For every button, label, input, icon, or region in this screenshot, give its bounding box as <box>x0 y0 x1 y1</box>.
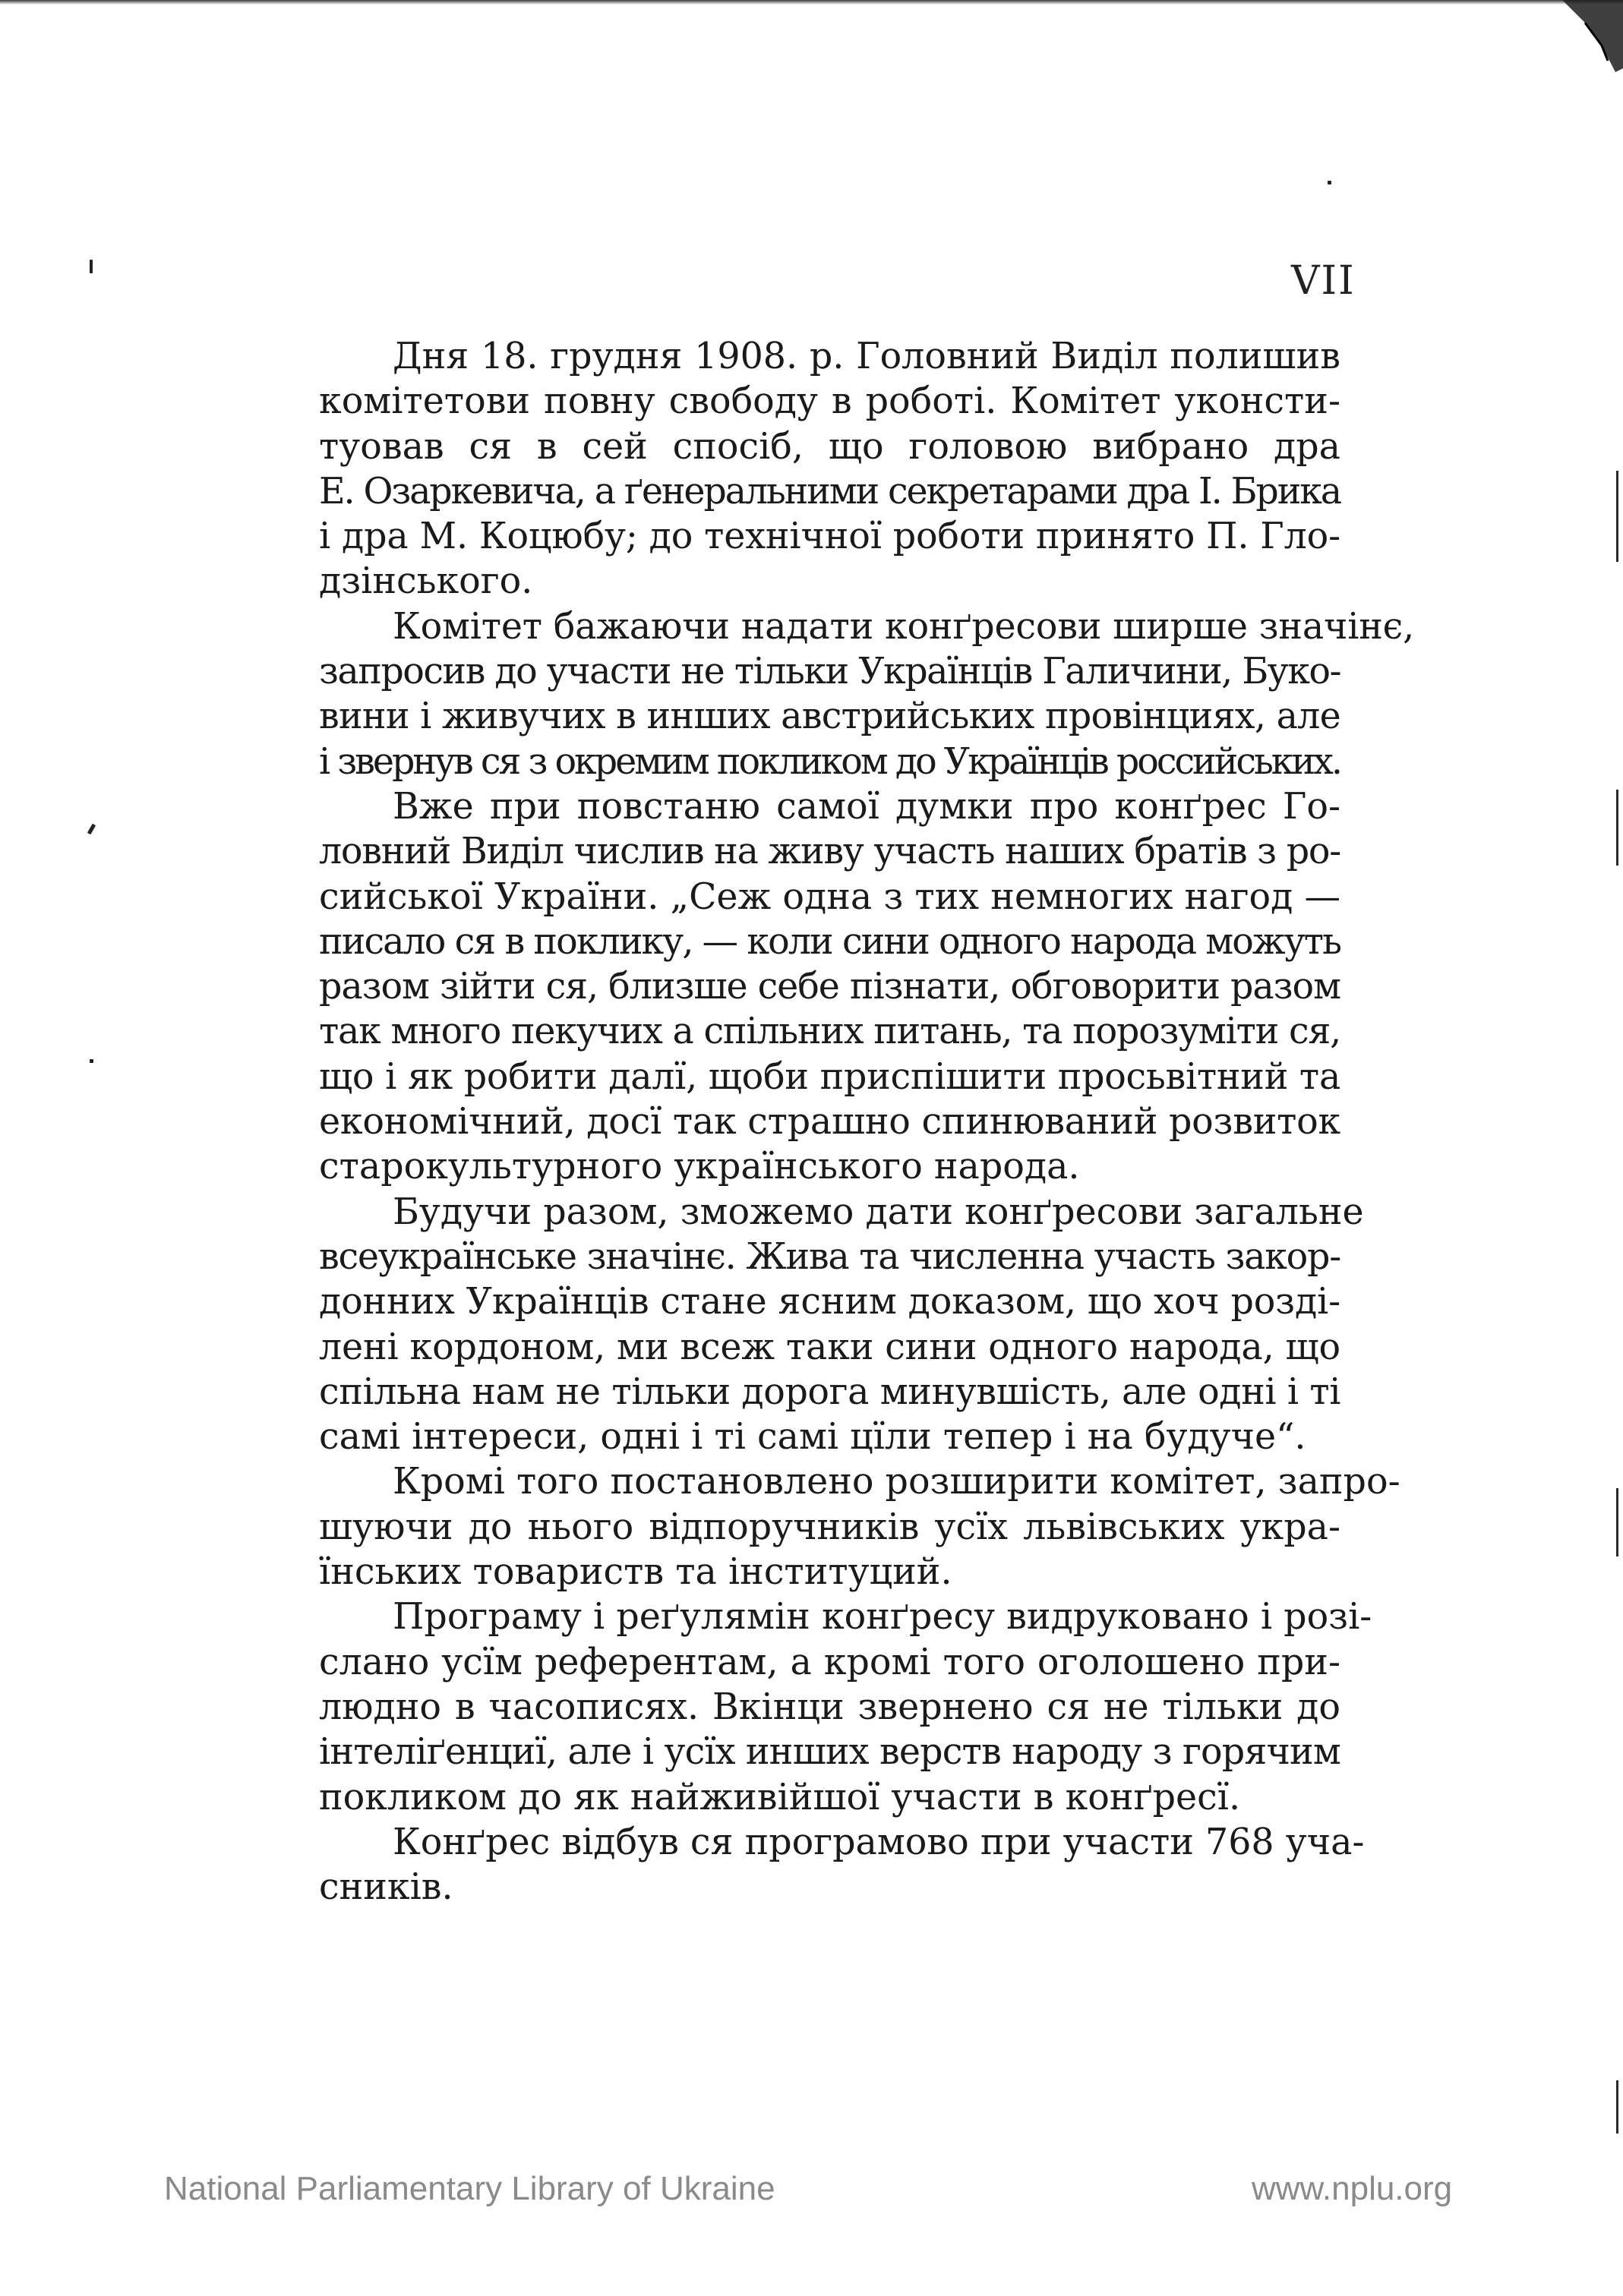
text-line: лені кордоном, ми всеж таки сини одного народа, що <box>319 1326 1340 1368</box>
footer-website[interactable]: www.nplu.org <box>1252 2170 1453 2207</box>
text-line: Комітет бажаючи надати конґресови ширше значінє, <box>393 605 1414 648</box>
footer-library-name: National Parliamentary Library of Ukraine <box>164 2170 775 2207</box>
text-line: і звернув ся з окремим покликом до Українців российських. <box>319 740 1340 783</box>
text-line: Дня 18. грудня 1908. р. Головний Виділ полишив <box>393 336 1340 377</box>
text-line: дзінського. <box>319 560 533 603</box>
text-line: покликом до як найживійшої участи в конґресї. <box>319 1776 1241 1818</box>
text-line: спільна нам не тільки дорога минувшість, але одні і ті <box>319 1370 1340 1413</box>
text-line: писало ся в поклику, — коли сини одного народа можуть <box>319 920 1340 963</box>
text-line: Конґрес відбув ся програмово при участи 768 уча- <box>393 1821 1365 1863</box>
text-line: шуючи до нього відпоручників усїх львівських укра- <box>319 1506 1340 1548</box>
text-line: інтеліґенциї, але і усїх инших верств народу з горячим <box>319 1731 1340 1774</box>
text-line: комітетови повну свободу в роботі. Комітет уконсти- <box>319 380 1340 423</box>
text-line: що і як робити далї, щоби приспішити просьвітний та <box>319 1055 1340 1098</box>
text-line: самі інтереси, одні і ті самі цїли тепер і на будуче“. <box>319 1416 1306 1459</box>
text-line: Вже при повстаню самої думки про конґрес Го- <box>393 785 1340 828</box>
text-line: сийської України. „Сеж одна з тих немногих нагод — <box>319 875 1340 918</box>
body-text <box>319 334 1414 1910</box>
text-line: їнських товариств та інституций. <box>319 1551 952 1594</box>
text-line: запросив до участи не тільки Українців Галичини, Буко- <box>319 651 1340 693</box>
text-line: сників. <box>319 1866 453 1909</box>
text-line: всеукраїнське значінє. Жива та численна участь закор- <box>319 1235 1340 1278</box>
scan-speck <box>87 824 96 835</box>
text-line: Е. Озаркевича, а ґенеральними секретарами дра І. Брика <box>319 470 1340 512</box>
text-line: ловний Виділ числив на живу участь наших братів з ро- <box>319 831 1340 873</box>
scan-speck <box>1328 181 1331 184</box>
scan-speck <box>90 1059 93 1063</box>
text-line: Кромі того постановлено розширити комітет, запро- <box>393 1461 1400 1503</box>
text-line: людно в часописях. Вкінци звернено ся не тільки до <box>319 1686 1340 1728</box>
scan-right-edge-mark <box>1616 2080 1618 2134</box>
text-line: вини і живучих в инших австрийських провінциях, але <box>319 695 1340 738</box>
scan-right-edge-mark <box>1616 1488 1618 1556</box>
scan-speck <box>90 260 93 273</box>
text-line: економічний, досї так страшно спинюваний розвиток <box>319 1101 1340 1143</box>
scan-top-edge <box>0 0 1623 5</box>
text-line: туовав ся в сей спосіб, що головою вибрано дра <box>319 425 1340 468</box>
scan-right-edge-mark <box>1616 471 1618 562</box>
text-line: Будучи разом, зможемо дати конґресови загальне <box>393 1191 1364 1233</box>
text-line: Програму і реґулямін конґресу видруковано і розі- <box>393 1596 1372 1638</box>
text-line: старокультурного українського народа. <box>319 1146 1080 1188</box>
scan-right-edge-mark <box>1616 790 1618 866</box>
text-line: разом зійти ся, близше себе пізнати, обговорити разом <box>319 966 1340 1008</box>
text-line: і дра М. Коцюбу; до технічної роботи принято П. Гло- <box>319 516 1340 558</box>
text-line: донних Українців стане ясним доказом, що хоч розді- <box>319 1281 1340 1323</box>
scan-corner-fold <box>1532 0 1623 91</box>
text-line: так много пекучих а спільних питань, та порозуміти ся, <box>319 1011 1341 1053</box>
text-line: слано усїм референтам, а кромі того оголошено при- <box>319 1641 1340 1683</box>
page-number: VII <box>1291 258 1356 304</box>
